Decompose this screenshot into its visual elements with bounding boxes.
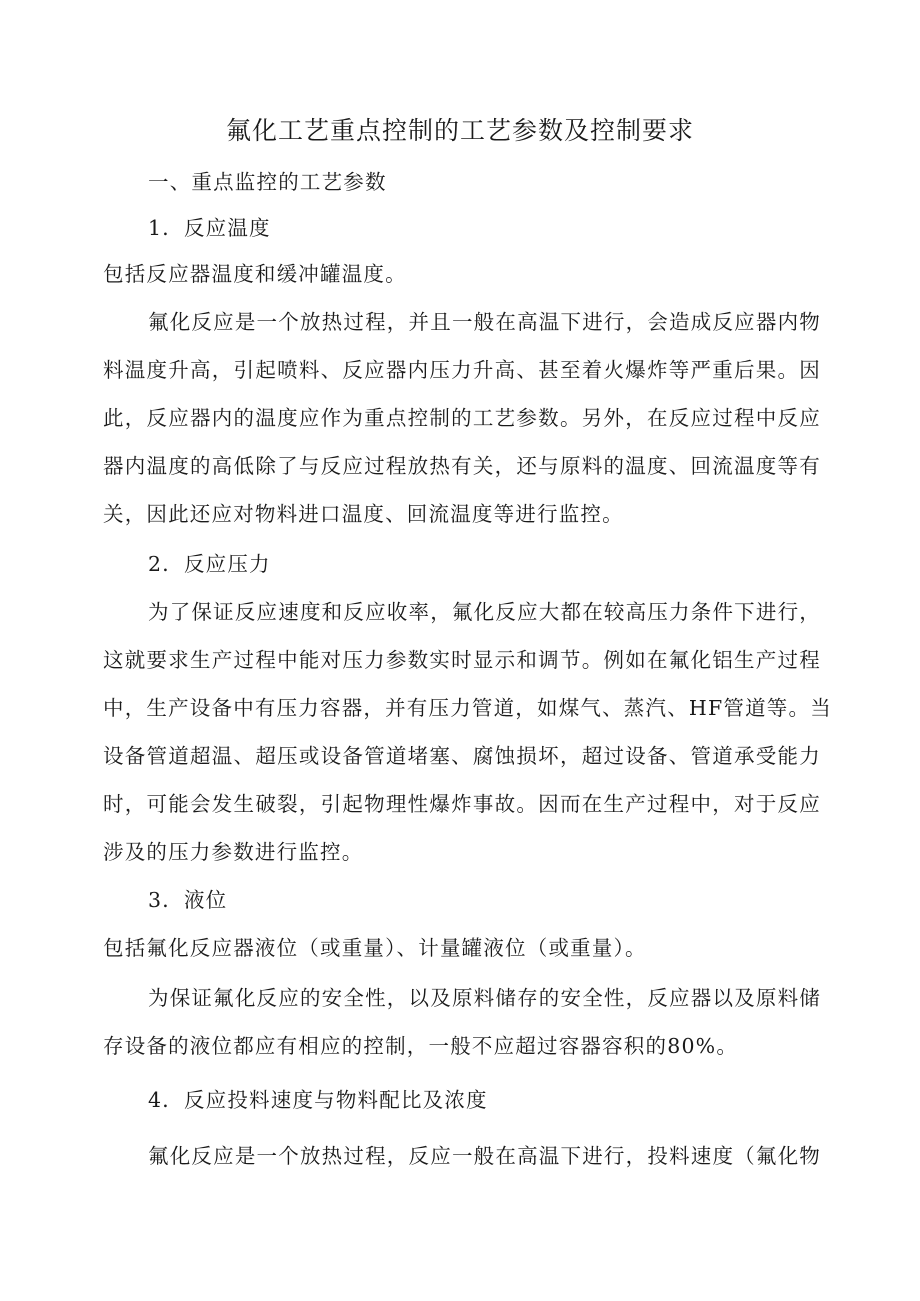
paragraph-line: 包括氟化反应器液位（或重量）、计量罐液位（或重量）。 [103,936,647,960]
paragraph-line: 时，可能会发生破裂，引起物理性爆炸事故。因而在生产过程中，对于反应 [103,792,821,816]
paragraph-line: 涉及的压力参数进行监控。 [103,840,364,864]
paragraph-line: 为了保证反应速度和反应收率，氟化反应大都在较高压力条件下进行， [148,600,821,624]
paragraph-line: 这就要求生产过程中能对压力参数实时显示和调节。例如在氟化铝生产过程 [103,648,821,672]
item-heading-feed-rate: 4．反应投料速度与物料配比及浓度 [148,1088,488,1112]
document-title: 氟化工艺重点控制的工艺参数及控制要求 [225,116,694,145]
paragraph-line: 氟化反应是一个放热过程，反应一般在高温下进行，投料速度（氟化物 [148,1144,821,1168]
paragraph-line: 关，因此还应对物料进口温度、回流温度等进行监控。 [103,502,624,526]
item-heading-level: 3．液位 [148,888,228,912]
section-heading: 一、重点监控的工艺参数 [148,170,387,194]
paragraph-line: 设备管道超温、超压或设备管道堵塞、腐蚀损坏，超过设备、管道承受能力 [103,744,821,768]
paragraph-line: 包括反应器温度和缓冲罐温度。 [103,262,407,286]
item-heading-temperature: 1．反应温度 [148,216,271,240]
paragraph-line: 料温度升高，引起喷料、反应器内压力升高、甚至着火爆炸等严重后果。因 [103,358,821,382]
item-heading-pressure: 2．反应压力 [148,552,271,576]
paragraph-line: 氟化反应是一个放热过程，并且一般在高温下进行，会造成反应器内物 [148,310,821,334]
paragraph-line: 存设备的液位都应有相应的控制，一般不应超过容器容积的80%。 [103,1034,739,1058]
paragraph-line: 器内温度的高低除了与反应过程放热有关，还与原料的温度、回流温度等有 [103,454,821,478]
paragraph-line: 为保证氟化反应的安全性，以及原料储存的安全性，反应器以及原料储 [148,986,821,1010]
paragraph-line: 此，反应器内的温度应作为重点控制的工艺参数。另外，在反应过程中反应 [103,406,821,430]
paragraph-line: 中，生产设备中有压力容器，并有压力管道，如煤气、蒸汽、HF管道等。当 [103,696,832,720]
